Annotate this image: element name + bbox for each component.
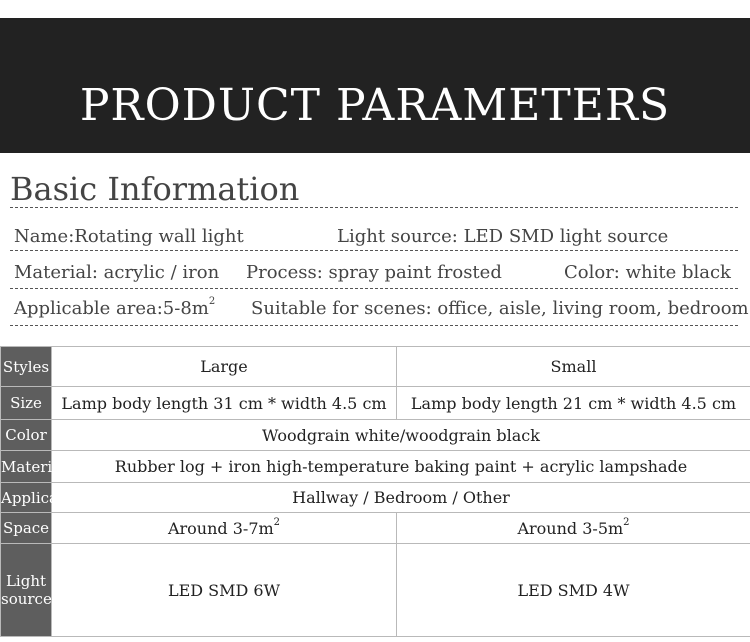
info-applicable-area	[14, 298, 215, 319]
divider	[10, 325, 738, 326]
cell-color: Woodgrain white/woodgrain black	[52, 420, 750, 451]
space-large-sup: 2	[273, 516, 281, 528]
table-row-space	[1, 513, 750, 544]
row-label-material: Material	[1, 451, 52, 483]
row-label-light-source	[1, 544, 52, 637]
info-name: Name:Rotating wall light	[14, 226, 244, 247]
row-label-styles: Styles	[1, 347, 52, 387]
table-row-applicable	[1, 483, 750, 513]
cell-style-small: Small	[397, 347, 750, 387]
page-title: PRODUCT PARAMETERS	[79, 80, 671, 131]
row-label-applicable: Applicable	[1, 483, 52, 513]
space-small-sup: 2	[623, 516, 630, 528]
cell-space-small	[397, 513, 750, 544]
info-scenes: Suitable for scenes: office, aisle, living room, bedroom	[251, 298, 749, 319]
info-light-source: Light source: LED SMD light source	[337, 226, 669, 247]
space-small-text: Around 3-5m	[517, 518, 624, 538]
parameters-table	[0, 346, 750, 637]
row-label-color: Color	[1, 420, 52, 451]
area-text: Applicable area:5-8m	[14, 298, 209, 319]
cell-size-small: Lamp body length 21 cm * width 4.5 cm	[397, 387, 750, 420]
light-label-line-1: Light	[5, 572, 47, 590]
table-row-material	[1, 451, 750, 483]
table-row-styles	[1, 347, 750, 387]
light-label-line-2: source	[1, 590, 52, 608]
info-color: Color: white black	[564, 262, 731, 283]
cell-material: Rubber log + iron high-temperature baking paint + acrylic lampshade	[52, 451, 750, 483]
table-row-color	[1, 420, 750, 451]
table-row-size	[1, 387, 750, 420]
cell-space-large	[52, 513, 397, 544]
cell-style-large: Large	[52, 347, 397, 387]
cell-light-large: LED SMD 6W	[52, 544, 397, 637]
cell-applicable: Hallway / Bedroom / Other	[52, 483, 750, 513]
cell-size-large: Lamp body length 31 cm * width 4.5 cm	[52, 387, 397, 420]
table-row-light-source	[1, 544, 750, 637]
info-material: Material: acrylic / iron	[14, 262, 220, 283]
row-label-size: Size	[1, 387, 52, 420]
header-banner	[0, 18, 750, 153]
basic-info-heading: Basic Information	[10, 170, 300, 208]
area-superscript: 2	[208, 296, 216, 307]
cell-light-small: LED SMD 4W	[397, 544, 750, 637]
space-large-text: Around 3-7m	[167, 518, 274, 538]
divider	[10, 207, 738, 208]
divider	[10, 250, 738, 251]
row-label-space: Space	[1, 513, 52, 544]
divider	[10, 288, 738, 289]
info-process: Process: spray paint frosted	[246, 262, 502, 283]
